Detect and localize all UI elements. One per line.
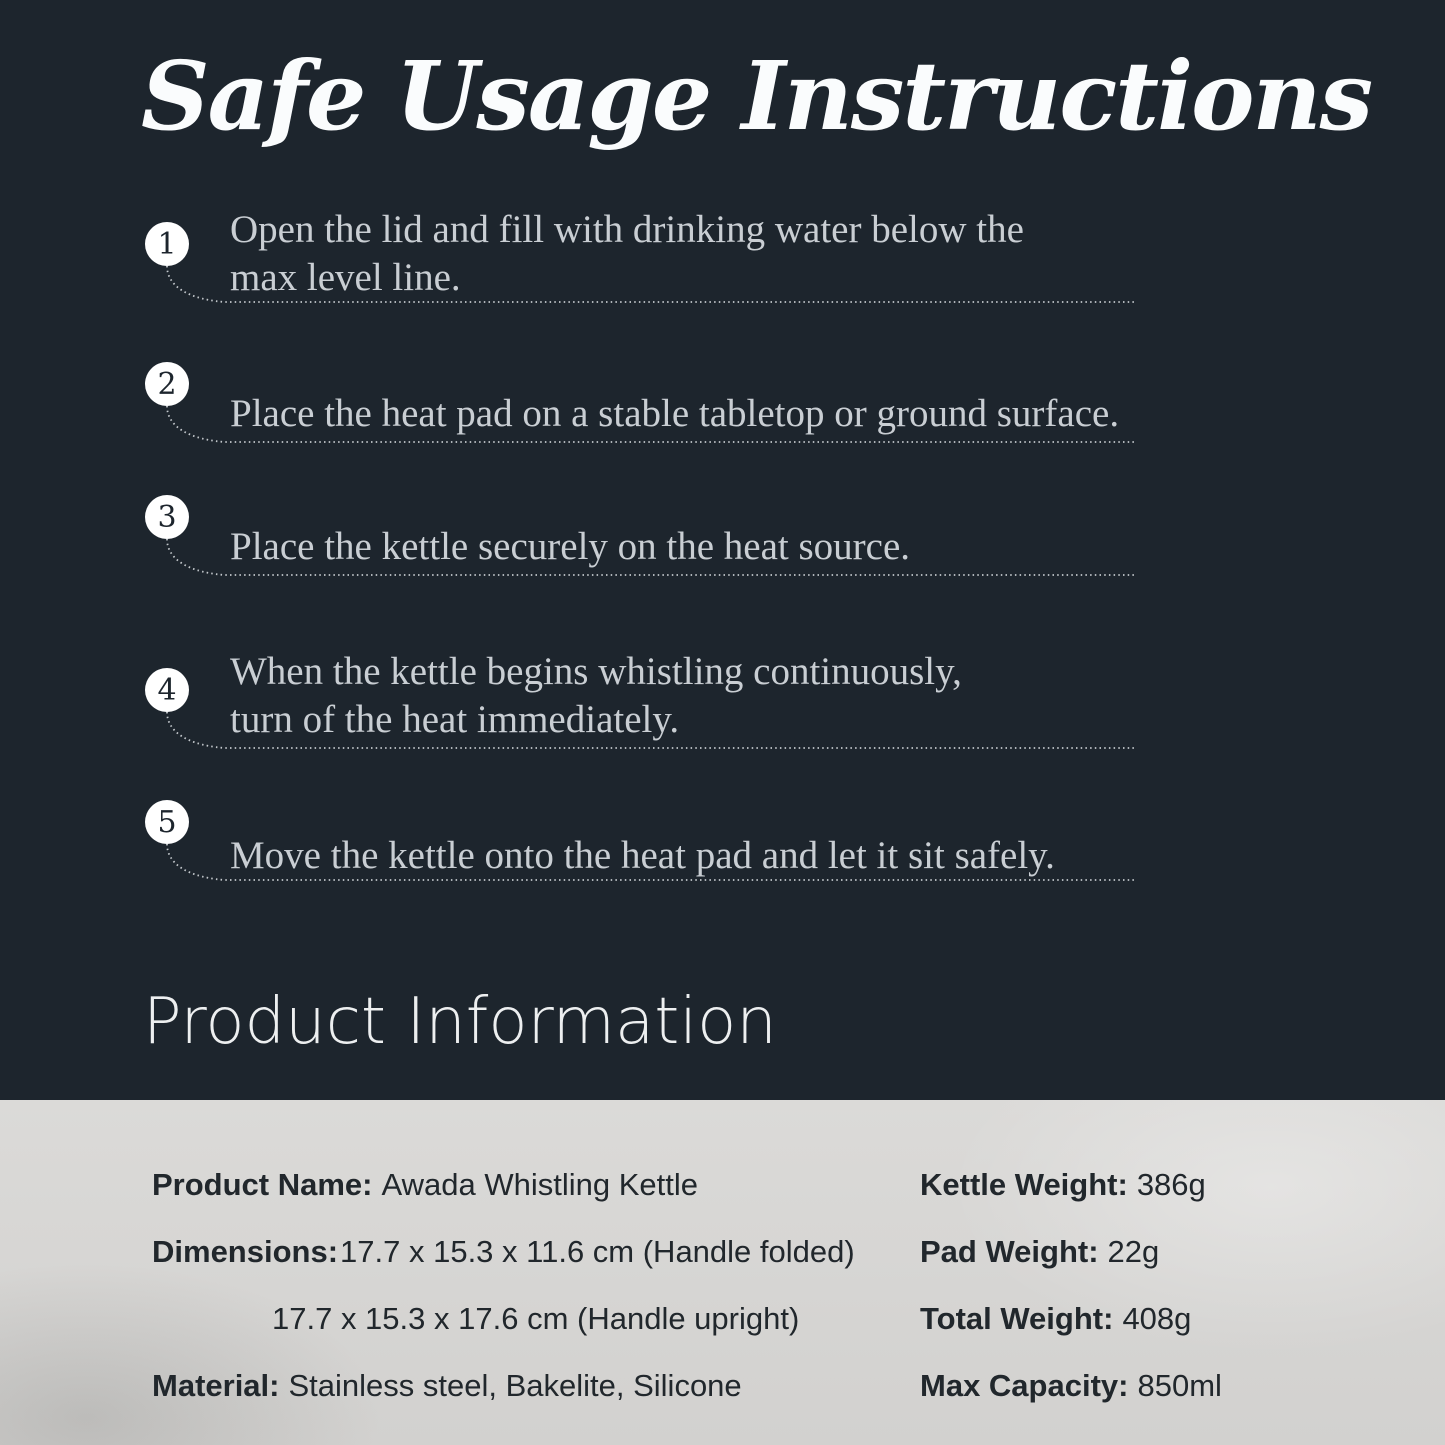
spec-label: Product Name:	[152, 1167, 373, 1202]
step-text-line: Open the lid and fill with drinking water below the	[230, 208, 1024, 251]
step-text-line: turn of the heat immediately.	[230, 698, 680, 741]
spec-kettle-weight	[920, 1165, 1206, 1205]
spec-value: 408g	[1122, 1301, 1192, 1336]
dotted-connector-line	[164, 406, 1140, 446]
dotted-connector-line	[164, 844, 1140, 884]
step-number-badge: 3	[145, 495, 189, 539]
spec-label: Pad Weight:	[920, 1234, 1099, 1269]
spec-label: Max Capacity:	[920, 1368, 1129, 1403]
spec-max-capacity	[920, 1366, 1222, 1406]
step-text-line: Place the kettle securely on the heat source.	[230, 525, 911, 568]
usage-step-2	[145, 362, 1225, 492]
product-information-heading: Product Information	[143, 985, 777, 1059]
step-text-line: Place the heat pad on a stable tabletop or ground surface.	[230, 392, 1120, 435]
spec-product-name	[152, 1165, 698, 1205]
dotted-connector-line	[164, 266, 1140, 306]
dotted-connector-line	[164, 539, 1140, 579]
step-number-badge: 1	[145, 222, 189, 266]
usage-step-3	[145, 495, 1225, 625]
spec-value: 386g	[1136, 1167, 1206, 1202]
spec-value: 22g	[1107, 1234, 1160, 1269]
spec-total-weight	[920, 1299, 1191, 1339]
usage-step-4	[145, 650, 1225, 798]
spec-dimensions-folded	[152, 1232, 855, 1272]
spec-pad-weight	[920, 1232, 1159, 1272]
spec-value: 17.7 x 15.3 x 11.6 cm (Handle folded)	[340, 1234, 855, 1269]
step-text-line: max level line.	[230, 256, 461, 299]
spec-value: Stainless steel, Bakelite, Silicone	[288, 1368, 742, 1403]
spec-label: Material:	[152, 1368, 280, 1403]
spec-label: Dimensions:	[152, 1234, 339, 1269]
step-number-badge: 5	[145, 800, 189, 844]
dotted-connector-line	[164, 712, 1140, 752]
spec-value: 850ml	[1137, 1368, 1222, 1403]
usage-step-5	[145, 800, 1225, 930]
spec-value: Awada Whistling Kettle	[381, 1167, 698, 1202]
spec-label: Kettle Weight:	[920, 1167, 1128, 1202]
usage-step-1	[145, 208, 1225, 352]
spec-label: Total Weight:	[920, 1301, 1114, 1336]
step-number-badge: 4	[145, 668, 189, 712]
product-info-panel	[0, 1100, 1445, 1445]
step-number-badge: 2	[145, 362, 189, 406]
spec-value: 17.7 x 15.3 x 17.6 cm (Handle upright)	[272, 1301, 800, 1336]
step-text-line: Move the kettle onto the heat pad and let it sit safely.	[230, 834, 1055, 877]
spec-material	[152, 1366, 742, 1406]
page-title: Safe Usage Instructions	[141, 41, 1372, 152]
spec-dimensions-upright	[272, 1299, 799, 1339]
step-text-line: When the kettle begins whistling continuously,	[230, 650, 962, 693]
